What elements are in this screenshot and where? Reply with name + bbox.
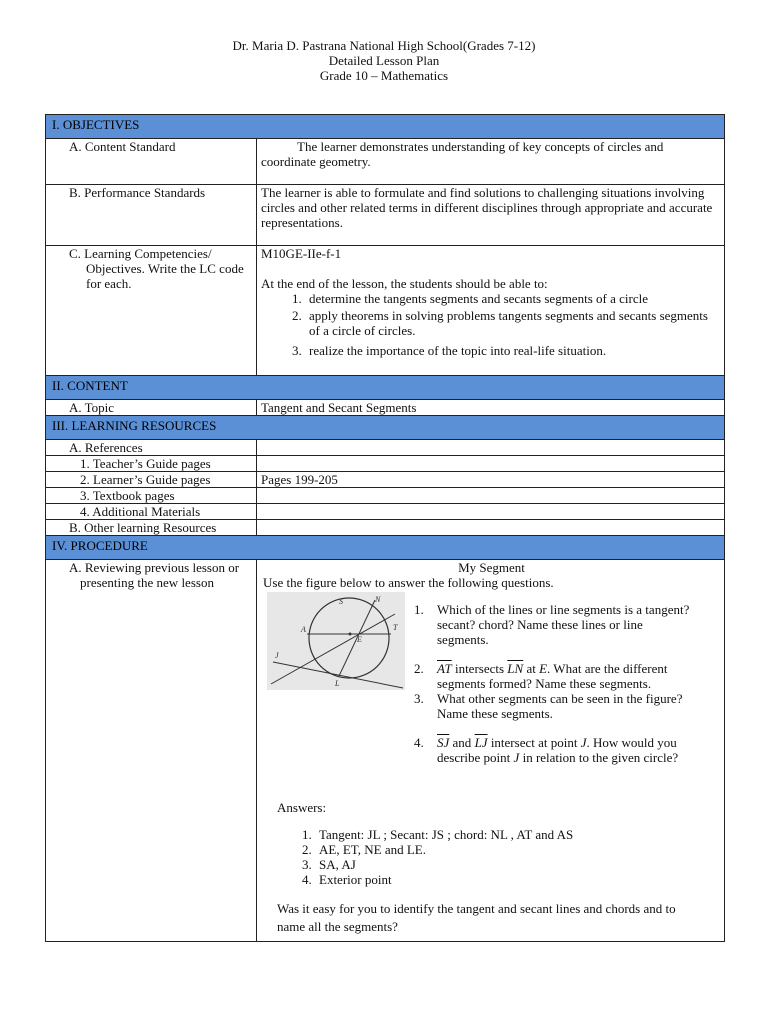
objectives-list xyxy=(261,291,720,358)
row-value xyxy=(257,440,725,456)
row-label: A. Topic xyxy=(46,400,257,416)
row-references xyxy=(46,440,725,456)
row-additional xyxy=(46,504,725,520)
point-e xyxy=(349,633,352,636)
doc-type: Detailed Lesson Plan xyxy=(328,53,440,68)
list-item: 1. determine the tangents segments and secants segments of a circle xyxy=(305,291,720,306)
answers-label: Answers: xyxy=(277,800,327,815)
question-item: 2. $\overline{AT}$ intersects $\overline{LN}$ at E. What are the different segments formed? Name these segments. xyxy=(427,661,695,691)
label-t: T xyxy=(393,623,398,632)
section-resources xyxy=(46,416,725,440)
section-content xyxy=(46,376,725,400)
row-value xyxy=(257,456,725,472)
row-label: 2. Learner’s Guide pages xyxy=(46,472,257,488)
section-heading: IV. PROCEDURE xyxy=(46,536,725,560)
label-s: S xyxy=(339,597,343,606)
row-value: The learner demonstrates understanding of key concepts of circles and coordinate geometry. xyxy=(257,139,725,185)
row-label: C. Learning Competencies/ Objectives. Write the LC code for each. xyxy=(46,246,257,376)
questions xyxy=(405,602,695,779)
row-value xyxy=(257,520,725,536)
circle-figure xyxy=(267,592,405,690)
figure-area xyxy=(263,560,720,780)
row-value xyxy=(257,488,725,504)
row-other-resources xyxy=(46,520,725,536)
section-procedure xyxy=(46,536,725,560)
question-item: 4. $\overline{SJ}$ and $\overline{LJ}$ intersect at point J. How would you describe point J in relation to the given circle? xyxy=(427,735,695,765)
question-list xyxy=(405,602,695,765)
row-label: A. Reviewing previous lesson or presenting the new lesson xyxy=(46,560,257,942)
closing-question: Was it easy for you to identify the tangent and secant lines and chords and to name all the segments? xyxy=(277,901,676,934)
answer-item: 2. AE, ET, NE and LE. xyxy=(315,842,720,857)
row-value xyxy=(257,504,725,520)
label-a: A xyxy=(301,625,306,634)
row-content-standard xyxy=(46,139,725,185)
objectives-intro: At the end of the lesson, the students should be able to: xyxy=(261,276,548,291)
row-reviewing xyxy=(46,560,725,942)
row-label: A. References xyxy=(46,440,257,456)
row-label: 3. Textbook pages xyxy=(46,488,257,504)
row-performance-standards xyxy=(46,185,725,246)
list-item: 3. realize the importance of the topic into real-life situation. xyxy=(305,343,720,358)
activity-title: My Segment xyxy=(458,560,525,575)
row-learner-guide xyxy=(46,472,725,488)
answer-item: 1. Tangent: JL ; Secant: JS ; chord: NL , AT and AS xyxy=(315,827,720,842)
label-l: L xyxy=(335,679,340,688)
document-header xyxy=(0,38,768,83)
row-label: A. Content Standard xyxy=(46,139,257,185)
row-topic xyxy=(46,400,725,416)
row-value xyxy=(257,246,725,376)
section-heading: II. CONTENT xyxy=(46,376,725,400)
row-value xyxy=(257,560,725,942)
answers-list xyxy=(277,827,720,887)
circle-diagram xyxy=(267,592,405,690)
section-objectives xyxy=(46,115,725,139)
answer-item: 4. Exterior point xyxy=(315,872,720,887)
section-heading: I. OBJECTIVES xyxy=(46,115,725,139)
row-textbook xyxy=(46,488,725,504)
row-value: Pages 199-205 xyxy=(257,472,725,488)
row-competencies xyxy=(46,246,725,376)
label-n: N xyxy=(375,595,381,604)
question-item: 1. Which of the lines or line segments is a tangent? secant? chord? Name these lines or line segments. xyxy=(427,602,695,647)
list-item: 2. apply theorems in solving problems tangents segments and secants segments of a circle of circles. xyxy=(305,308,720,338)
grade-subject: Grade 10 – Mathematics xyxy=(319,68,449,83)
section-heading: III. LEARNING RESOURCES xyxy=(46,416,725,440)
school-name: Dr. Maria D. Pastrana National High School(Grades 7-12) xyxy=(232,38,536,53)
row-label: B. Performance Standards xyxy=(46,185,257,246)
label-j: J xyxy=(275,651,279,660)
row-label: 1. Teacher’s Guide pages xyxy=(46,456,257,472)
lc-code: M10GE-IIe-f-1 xyxy=(261,246,342,261)
activity-instruction: Use the figure below to answer the following questions. xyxy=(263,575,554,590)
row-value: The learner is able to formulate and find solutions to challenging situations involving circles and other related terms in different disciplines through appropriate and accurate representations. xyxy=(257,185,725,246)
row-teacher-guide xyxy=(46,456,725,472)
answer-item: 3. SA, AJ xyxy=(315,857,720,872)
label-e: E xyxy=(357,635,362,644)
lesson-plan-table xyxy=(45,114,725,942)
answers-block xyxy=(277,800,720,936)
row-label: B. Other learning Resources xyxy=(46,520,257,536)
row-label: 4. Additional Materials xyxy=(46,504,257,520)
circle-shape xyxy=(309,598,389,678)
row-value: Tangent and Secant Segments xyxy=(257,400,725,416)
question-item: 3. What other segments can be seen in the figure? Name these segments. xyxy=(427,691,695,721)
